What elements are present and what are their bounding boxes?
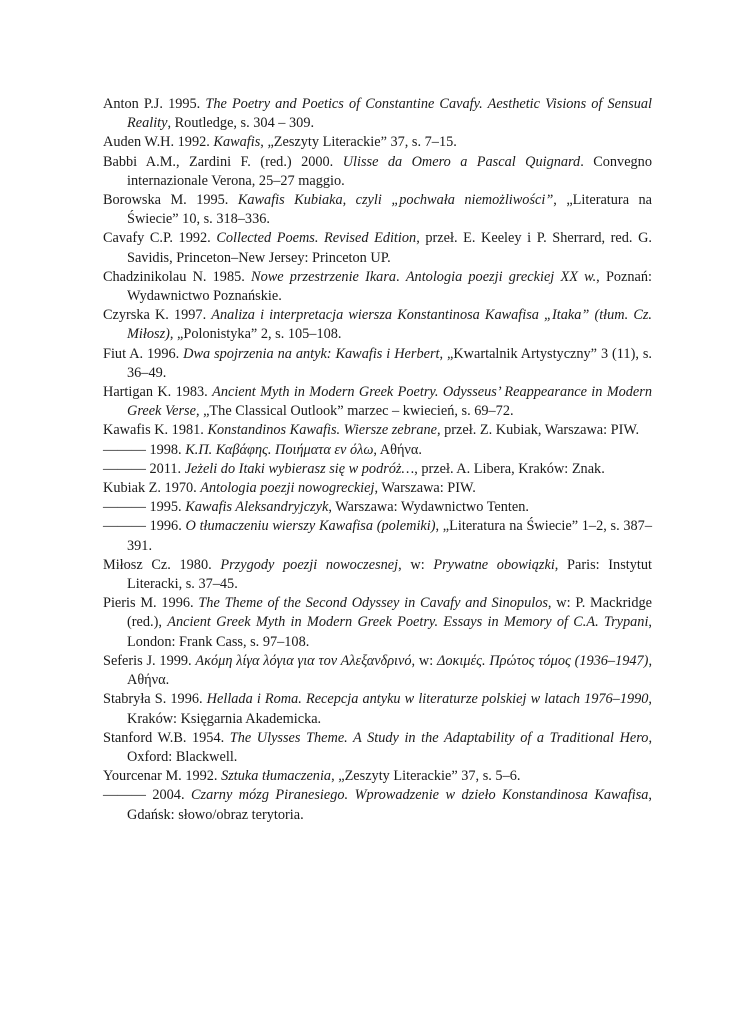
entry-text: Anton P.J. 1995. bbox=[103, 96, 206, 112]
entry-text: ——— 1995. bbox=[103, 499, 186, 516]
entry-title-text: Dwa spojrzenia na antyk: Kawafis i Herbert bbox=[183, 345, 440, 362]
entry-title-text: Czarny mózg Piranesiego. Wprowadzenie w dzieło Konstandinosa Kawafisa bbox=[191, 787, 649, 804]
entry-text: Yourcenar M. 1992. bbox=[103, 768, 222, 785]
entry-title-text: Ακόμη λίγα λόγια για τον Αλεξανδρινό bbox=[195, 652, 412, 669]
bibliography-entry bbox=[103, 229, 652, 267]
entry-text: , Warszawa: Wydawnictwo Tenten. bbox=[328, 499, 529, 516]
bibliography-entry bbox=[103, 556, 652, 594]
bibliography-entry bbox=[103, 345, 652, 383]
bibliography-entry bbox=[103, 383, 652, 421]
entry-text: , Oxford: Blackwell. bbox=[127, 729, 653, 765]
entry-text: , przeł. Z. Kubiak, Warszawa: PIW. bbox=[437, 422, 640, 439]
entry-text: , w: bbox=[411, 652, 437, 669]
entry-text: ——— 1998. bbox=[103, 441, 186, 458]
entry-title-text: The Ulysses Theme. A Study in the Adaptability of a Traditional Hero bbox=[229, 729, 649, 746]
entry-text: Borowska M. 1995. bbox=[103, 192, 238, 209]
entry-text: , Poznań: Wydawnictwo Poznańskie. bbox=[127, 268, 652, 305]
entry-text: Czyrska K. 1997. bbox=[103, 307, 212, 324]
entry-title-text: Ulisse da Omero a Pascal Quignard bbox=[342, 153, 581, 170]
entry-text: . bbox=[396, 268, 406, 285]
entry-text: , Αθήνα. bbox=[373, 441, 422, 458]
entry-title-text: Sztuka tłumaczenia bbox=[221, 768, 332, 785]
entry-text: , w: bbox=[398, 556, 434, 573]
entry-text: , „Kwartalnik Artystyczny” 3 (11), s. 36–49. bbox=[127, 345, 652, 381]
bibliography-entry bbox=[103, 133, 652, 152]
entry-title-text: Przygody poezji nowoczesnej bbox=[220, 556, 399, 573]
entry-title-text: Prywatne obowiązki bbox=[433, 556, 555, 573]
bibliography-entry bbox=[103, 460, 652, 479]
entry-text: Stanford W.B. 1954. bbox=[103, 729, 230, 746]
entry-text: , Paris: Instytut Literacki, s. 37–45. bbox=[127, 556, 652, 593]
entry-title-text: Konstandinos Kawafis. Wiersze zebrane bbox=[207, 422, 437, 439]
entry-text: , „Zeszyty Literackie” 37, s. 7–15. bbox=[260, 134, 457, 151]
bibliography-entry bbox=[103, 594, 652, 652]
entry-text: Fiut A. 1996. bbox=[103, 345, 184, 362]
entry-text: Cavafy C.P. 1992. bbox=[103, 230, 217, 247]
entry-text: Miłosz Cz. 1980. bbox=[103, 556, 221, 573]
bibliography-entry bbox=[103, 268, 652, 306]
entry-title-text: The Poetry and Poetics of Constantine Cavafy. Aesthetic Visions of Sensual Reality bbox=[127, 96, 652, 132]
bibliography-entry bbox=[103, 306, 652, 344]
entry-text: ——— 2011. bbox=[103, 460, 185, 477]
entry-text: , „The Classical Outlook” marzec – kwiecień, s. 69–72. bbox=[195, 403, 514, 420]
entry-text: , przeł. A. Libera, Kraków: Znak. bbox=[414, 460, 605, 477]
entry-title-text: Nowe przestrzenie Ikara bbox=[251, 268, 397, 285]
entry-text: . Convegno internazionale Verona, 25–27 maggio. bbox=[127, 153, 652, 189]
entry-title-text: Jeżeli do Itaki wybierasz się w podróż… bbox=[184, 460, 415, 477]
entry-title-text: Ancient Myth in Modern Greek Poetry. Odysseus’ Reappearance in Modern Greek Verse bbox=[127, 384, 652, 420]
entry-text: Hartigan K. 1983. bbox=[103, 384, 213, 401]
entry-text: , Warszawa: PIW. bbox=[374, 480, 476, 497]
bibliography-entry bbox=[103, 729, 652, 767]
entry-text: , „Literatura na Świecie” 10, s. 318–336. bbox=[127, 192, 652, 228]
entry-text: , przeł. E. Keeley i P. Sherrard, red. G. Savidis, Princeton–New Jersey: Princeton UP. bbox=[127, 230, 652, 266]
bibliography-entry bbox=[103, 421, 652, 440]
bibliography-entry bbox=[103, 786, 652, 824]
entry-text: Kawafis K. 1981. bbox=[103, 422, 208, 439]
entry-text: , London: Frank Cass, s. 97–108. bbox=[127, 614, 652, 650]
entry-text: , „Polonistyka” 2, s. 105–108. bbox=[169, 326, 342, 343]
entry-text: Chadzinikolau N. 1985. bbox=[103, 268, 252, 285]
entry-text: Auden W.H. 1992. bbox=[103, 134, 214, 151]
entry-text: , „Zeszyty Literackie” 37, s. 5–6. bbox=[331, 768, 521, 785]
entry-text: , w: P. Mackridge (red.), bbox=[127, 595, 652, 631]
bibliography-entry bbox=[103, 517, 652, 555]
entry-title-text: The Theme of the Second Odyssey in Cavafy and Sinopulos bbox=[198, 595, 548, 612]
entry-text: , Gdańsk: słowo/obraz terytoria. bbox=[127, 787, 652, 823]
bibliography-entry bbox=[103, 95, 652, 133]
entry-text: ——— 1996. bbox=[103, 518, 186, 535]
entry-text: , Routledge, s. 304 – 309. bbox=[167, 115, 315, 132]
entry-title-text: O tłumaczeniu wierszy Kawafisa (polemiki) bbox=[185, 518, 436, 535]
bibliography-entry bbox=[103, 153, 652, 191]
entry-title-text: Antologia poezji greckiej XX w. bbox=[405, 268, 597, 285]
bibliography-entry bbox=[103, 652, 652, 690]
entry-text: , Kraków: Księgarnia Akademicka. bbox=[127, 691, 652, 727]
entry-title-text: Kawafis Aleksandryjczyk bbox=[185, 499, 329, 516]
entry-text: Seferis J. 1999. bbox=[103, 652, 196, 669]
entry-title-text: Δοκιμές. Πρώτος τόμος (1936–1947) bbox=[437, 652, 649, 669]
entry-title-text: Antologia poezji nowogreckiej bbox=[200, 480, 375, 497]
bibliography-entry bbox=[103, 191, 652, 229]
entry-text: Kubiak Z. 1970. bbox=[103, 480, 201, 497]
entry-text: Babbi A.M., Zardini F. (red.) 2000. bbox=[103, 153, 343, 170]
bibliography-list bbox=[103, 95, 652, 825]
bibliography-entry bbox=[103, 690, 652, 728]
entry-title-text: Kawafis bbox=[213, 134, 261, 151]
entry-text: ——— 2004. bbox=[103, 787, 191, 804]
entry-title-text: Kawafis Kubiaka, czyli „pochwała niemożliwości” bbox=[237, 192, 554, 209]
entry-text: , „Literatura na Świecie” 1–2, s. 387–391. bbox=[127, 518, 652, 554]
entry-title-text: Analiza i interpretacja wiersza Konstantinosa Kawafisa „Itaka” (tłum. Cz. Miłosz) bbox=[127, 307, 652, 343]
entry-title-text: Hellada i Roma. Recepcja antyku w literaturze polskiej w latach 1976–1990 bbox=[206, 691, 649, 708]
entry-text: , Αθήνα. bbox=[127, 652, 653, 689]
bibliography-entry bbox=[103, 479, 652, 498]
bibliography-entry bbox=[103, 441, 652, 460]
bibliography-entry bbox=[103, 498, 652, 517]
entry-title-text: Κ.Π. Καβάφης. Ποιήματα εν όλω bbox=[185, 441, 374, 458]
entry-text: Stabryła S. 1996. bbox=[103, 691, 207, 708]
entry-title-text: Ancient Greek Myth in Modern Greek Poetry. Essays in Memory of C.A. Trypani bbox=[167, 614, 649, 631]
entry-text: Pieris M. 1996. bbox=[103, 595, 199, 612]
bibliography-entry bbox=[103, 767, 652, 786]
entry-title-text: Collected Poems. Revised Edition bbox=[216, 230, 417, 247]
